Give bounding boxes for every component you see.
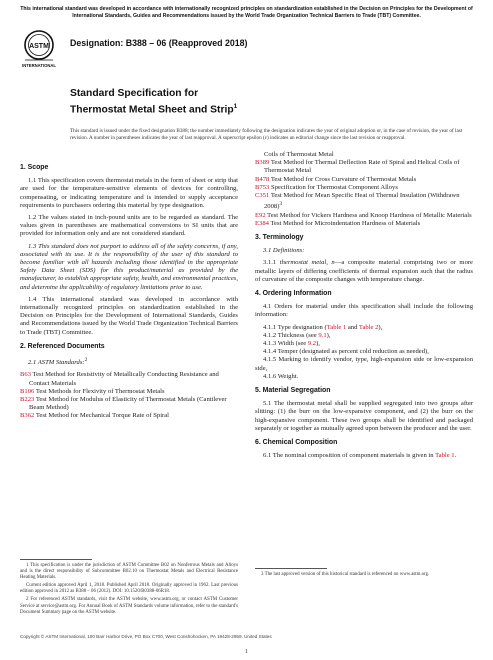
- ref-b389[interactable]: B389 Test Method for Thermal Deflection Rate of Spiral and Helical Coils of Thermostat Metal: [255, 159, 460, 175]
- title-line-2: Thermostat Metal Sheet and Strip$^1$: [70, 102, 238, 115]
- ref-code-link[interactable]: B63: [20, 371, 31, 379]
- copyright-line: Copyright © ASTM International, 100 Barr Harbor Drive, PO Box C700, West Conshohocken, PA 19428-2959. United States: [20, 634, 272, 639]
- para-4-1-4: 4.1.4 Temper (designated as percent cold reduction as needed),: [263, 348, 429, 356]
- footnotes-left: [20, 563, 238, 618]
- para-3-1-1: 3.1.1 thermostat metal, n—a composite material comprising two or more metallic layers of differing coefficients of thermal expansion such that the radius of curvature of the composite changes with temperature change.: [255, 259, 473, 283]
- para-1-4: 1.4 This international standard was developed in accordance with internationally recognized principles on standardization established in the Decision on Principles for the Development of International Standards, Guides and Recommendations issued by the World Trade Organization Technical Barriers to Trade (TBT) Committee.: [20, 295, 238, 336]
- section-referenced-documents-heading: 2. Referenced Documents: [20, 342, 105, 350]
- trade-notice: This international standard was developed in accordance with internationally recognized principles on standardization established in the Decision on Principles for the Development of International Standards, Guides and Recommendations issued by the World Trade Organization Technical Barriers to Trade (TBT) Committee.: [20, 6, 473, 19]
- footnote-1-edition: Current edition approved April 1, 2018. Published April 2018. Originally approved in 1962. Last previous edition approved in 2012 as B388 – 06 (2012). DOI: 10.1520/B0388-06R18.: [20, 583, 238, 595]
- section-terminology-heading: 3. Terminology: [255, 234, 304, 242]
- svg-text:ASTM: ASTM: [29, 43, 49, 50]
- table-2-link[interactable]: Table 2: [358, 323, 379, 331]
- designation: Designation: B388 – 06 (Reapproved 2018): [70, 38, 248, 48]
- section-scope-heading: 1. Scope: [20, 164, 49, 171]
- footnote-rule: [20, 559, 92, 560]
- para-4-1-6: 4.1.6 Weight.: [263, 372, 299, 380]
- para-2-1: 2.1 ASTM Standards:$^2$: [28, 357, 88, 367]
- para-4-1-5: 4.1.5 Marking to identify vendor, type, high-expansion side or low-expansion side,: [255, 356, 473, 372]
- ref-code-link[interactable]: B106: [20, 387, 35, 395]
- ref-code-link[interactable]: E92: [255, 211, 266, 219]
- title-line-1: Standard Specification for: [70, 88, 199, 99]
- ref-e92[interactable]: E92 Test Method for Vickers Hardness and Knoop Hardness of Metallic Materials: [255, 211, 472, 219]
- para-4-1-2: 4.1.2 Thickness (see 9.1),: [263, 331, 331, 339]
- ref-b362-continued: Coils of Thermostat Metal: [264, 151, 334, 158]
- document-title: [70, 88, 450, 116]
- ref-e384[interactable]: E384 Test Method for Microindentation Hardness of Materials: [255, 219, 421, 227]
- footnotes-right: [255, 572, 473, 578]
- section-segregation-heading: 5. Material Segregation: [255, 387, 331, 395]
- logo-text: INTERNATIONAL: [22, 63, 56, 68]
- section-chemical-heading: 6. Chemical Composition: [255, 439, 338, 447]
- ref-b478[interactable]: B478 Test Method for Cross Curvature of Thermostat Metals: [255, 175, 417, 183]
- para-1-1: 1.1 This specification covers thermostat metals in the form of sheet or strip that are used for the temperature-sensitive elements of devices for controlling, compensating, or indicating temperature and is intended to supply acceptance requirements to purchasers ordering this material by type designation.: [20, 177, 238, 209]
- section-9-1-link[interactable]: 9.1: [318, 331, 327, 339]
- page-number: 1: [244, 648, 249, 655]
- ref-c351[interactable]: C351 Test Method for Mean Specific Heat of Thermal Insulation (Withdrawn 2008)$^3$: [255, 192, 460, 211]
- section-9-2-link[interactable]: 9.2: [307, 340, 317, 348]
- para-4-1-3: 4.1.3 Width (see 9.2),: [263, 340, 320, 348]
- ref-code-link[interactable]: B753: [255, 183, 270, 191]
- table-1-link[interactable]: Table 1: [435, 452, 455, 460]
- para-3-1: 3.1 Definitions:: [263, 247, 305, 255]
- title-footnote-marker: 1: [233, 102, 238, 110]
- para-5-1: 5.1 The thermostat metal shall be supplied segregated into two groups after slitting: (1) the burr on the low-expansive component, and (2) the burr on the high-expansive component. These two groups shall be identified and packaged separately or together as mutually agreed upon between the producer and the user.: [255, 400, 473, 432]
- ref-code-link[interactable]: B362: [20, 412, 35, 420]
- footnote-3: 3 The last approved version of this historical standard is referenced on www.astm.org.: [261, 572, 430, 577]
- ref-code-link[interactable]: C351: [255, 192, 270, 200]
- para-4-1-1: 4.1.1 Type designation (Table 1 and Table 2),: [263, 323, 383, 331]
- ref-b753[interactable]: B753 Specification for Thermostat Component Alloys: [255, 183, 398, 191]
- ref-code-link[interactable]: B223: [20, 396, 35, 404]
- para-1-3: 1.3 This standard does not purport to address all of the safety concerns, if any, associated with its use. It is the responsibility of the user of this standard to become familiar with all hazards including those identified in the appropriate Safety Data Sheet (SDS) for this product/material as provided by the manufacturer, to establish appropriate safety, health, and environmental practices, and determine the applicability of regulatory limitations prior to use.: [20, 242, 238, 291]
- ref-b362[interactable]: B362 Test Method for Mechanical Torque Rate of Spiral: [20, 412, 169, 420]
- right-column: [255, 151, 473, 464]
- section-ordering-heading: 4. Ordering Information: [255, 290, 332, 298]
- left-column: [20, 158, 238, 421]
- table-1-link[interactable]: Table 1: [326, 323, 347, 331]
- para-1-2: 1.2 The values stated in inch-pound units are to be regarded as standard. The values given in parentheses are mathematical conversions to SI units that are provided for information only and are not considered standard.: [20, 214, 238, 238]
- footnote-1: 1 This specification is under the jurisdiction of ASTM Committee B02 on Nonferrous Metals and Alloys and is the direct responsibility of Subcommittee B02.10 on Thermostat Metals and Electrical Resistance Heating Materials.: [20, 563, 238, 581]
- ref-code-link[interactable]: B389: [255, 159, 270, 167]
- para-4-1: 4.1 Orders for material under this specification shall include the following information:: [255, 303, 473, 319]
- para-6-1: 6.1 The nominal composition of component materials is given in Table 1.: [263, 452, 457, 460]
- footnote-rule: [255, 568, 327, 569]
- ref-b223[interactable]: B223 Test Method for Modulus of Elasticity of Thermostat Metals (Cantilever Beam Method): [20, 396, 227, 412]
- ref-code-link[interactable]: E384: [255, 219, 269, 227]
- footnote-2: 2 For referenced ASTM standards, visit the ASTM website, www.astm.org, or contact ASTM Customer Service at service@astm.org. For Annual Book of ASTM Standards volume information, refer to the standard's Document Summary page on the ASTM website.: [20, 597, 238, 615]
- issuance-note: This standard is issued under the fixed designation B388; the number immediately following the designation indicates the year of original adoption or, in the case of revision, the year of last revision. A number in parentheses indicates the year of last reapproval. A superscript epsilon (ε) indicates an editorial change since the last revision or reapproval.: [70, 128, 463, 141]
- ref-b63[interactable]: B63 Test Method for Resistivity of Metallically Conducting Resistance and Contact Materials: [20, 371, 219, 387]
- ref-b106[interactable]: B106 Test Methods for Flexivity of Thermostat Metals: [20, 387, 165, 395]
- astm-logo-icon: [20, 28, 58, 70]
- ref-code-link[interactable]: B478: [255, 175, 270, 183]
